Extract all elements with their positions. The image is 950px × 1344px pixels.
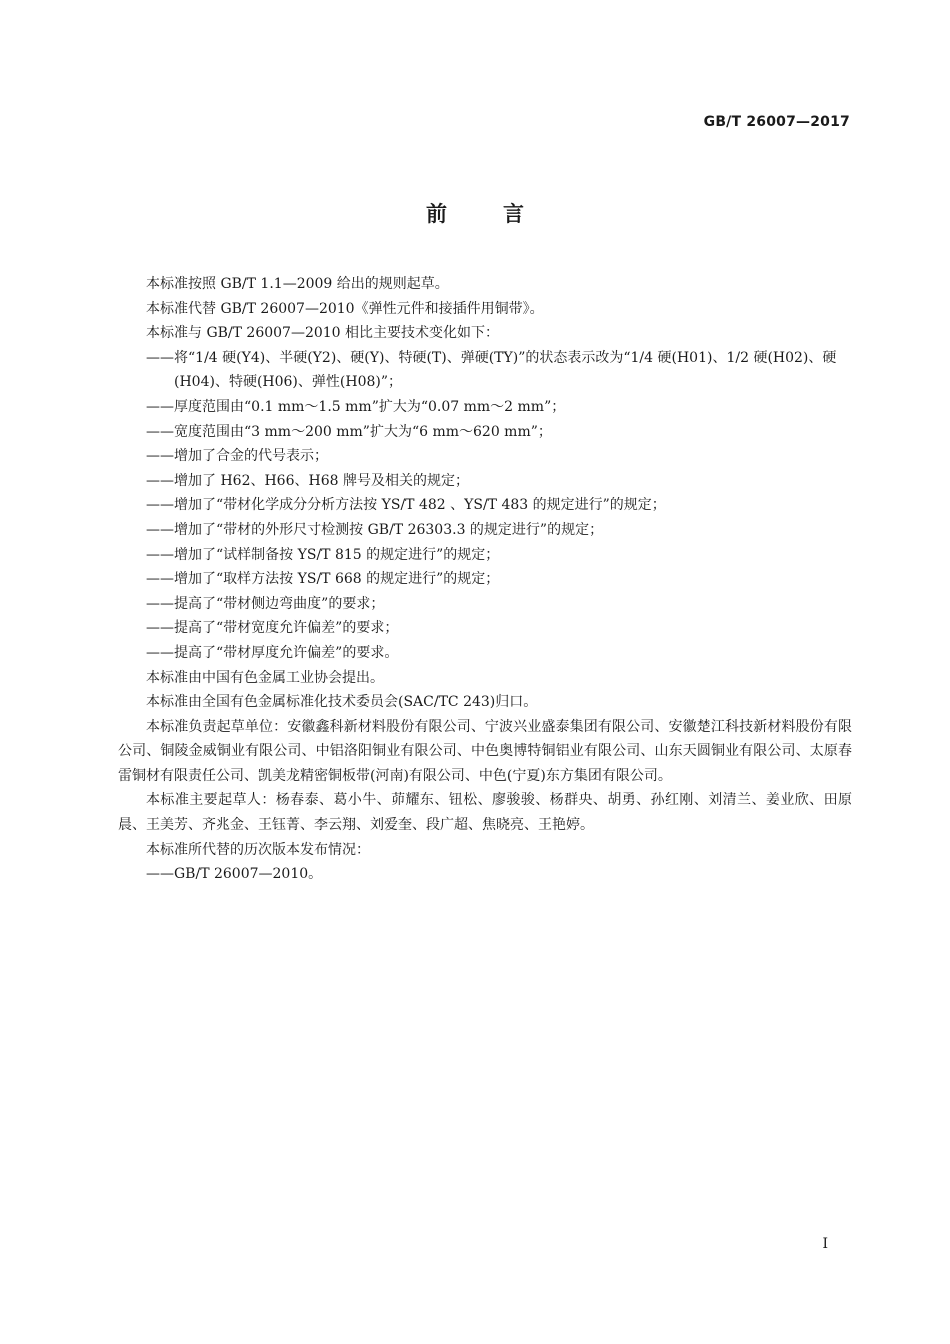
list-item: ——提高了“带材厚度允许偏差”的要求。 (146, 644, 399, 661)
list-item: ——增加了“带材的外形尺寸检测按 GB/T 26303.3 的规定进行”的规定； (146, 521, 604, 538)
paragraph-drafters: 本标准主要起草人：杨春泰、葛小牛、茆耀东、钮松、廖骏骏、杨群央、胡勇、孙红刚、刘清兰、姜业欣、田原晨、王美芳、齐兆金、王钰菁、李云翔、刘爱奎、段广超、焦晓亮、王艳婷。 (118, 792, 852, 834)
paragraph-previous-versions-intro: 本标准所代替的历次版本发布情况： (146, 841, 370, 858)
list-item: ——将“1/4 硬(Y4)、半硬(Y2)、硬(Y)、特硬(T)、弹硬(TY)”的状态表示改为“1/4 硬(H01)、1/2 硬(H02)、硬(H04)、特硬(H06)、弹性(H08)”； (146, 349, 837, 391)
list-item: ——GB/T 26007—2010。 (146, 866, 323, 883)
paragraph-drafting-rules: 本标准按照 GB/T 1.1—2009 给出的规则起草。 (146, 276, 449, 292)
list-item: ——厚度范围由“0.1 mm～1.5 mm”扩大为“0.07 mm～2 mm”； (146, 398, 566, 415)
standard-code: GB/T 26007—2017 (703, 114, 850, 130)
paragraph-changes-intro: 本标准与 GB/T 26007—2010 相比主要技术变化如下： (146, 325, 500, 342)
list-item: ——增加了 H62、H66、H68 牌号及相关的规定； (146, 472, 469, 489)
paragraph-proposed-by: 本标准由中国有色金属工业协会提出。 (146, 669, 384, 686)
list-item: ——增加了“带材化学成分分析方法按 YS/T 482 、YS/T 483 的规定进行”的规定； (146, 497, 666, 514)
page-title: 前言 (426, 202, 580, 226)
list-item: ——提高了“带材侧边弯曲度”的要求； (146, 595, 385, 612)
list-item: ——提高了“带材宽度允许偏差”的要求； (146, 620, 399, 637)
list-item: ——增加了“取样方法按 YS/T 668 的规定进行”的规定； (146, 571, 500, 588)
page-number: I (822, 1236, 828, 1252)
paragraph-replaces: 本标准代替 GB/T 26007—2010《弹性元件和接插件用铜带》。 (146, 300, 544, 317)
list-item: ——宽度范围由“3 mm～200 mm”扩大为“6 mm～620 mm”； (146, 423, 552, 440)
list-item: ——增加了合金的代号表示； (146, 448, 328, 465)
foreword-body (118, 272, 852, 887)
list-item: ——增加了“试样制备按 YS/T 815 的规定进行”的规定； (146, 546, 500, 563)
paragraph-drafting-units: 本标准负责起草单位：安徽鑫科新材料股份有限公司、宁波兴业盛泰集团有限公司、安徽楚江科技新材料股份有限公司、铜陵金威铜业有限公司、中铝洛阳铜业有限公司、中色奥博特铜铝业有限公司、山东天圆铜业有限公司、太原春雷铜材有限责任公司、凯美龙精密铜板带(河南)有限公司、中色(宁夏)东方集团有限公司。 (118, 718, 852, 784)
paragraph-centralized-by: 本标准由全国有色金属标准化技术委员会(SAC/TC 243)归口。 (146, 694, 538, 711)
